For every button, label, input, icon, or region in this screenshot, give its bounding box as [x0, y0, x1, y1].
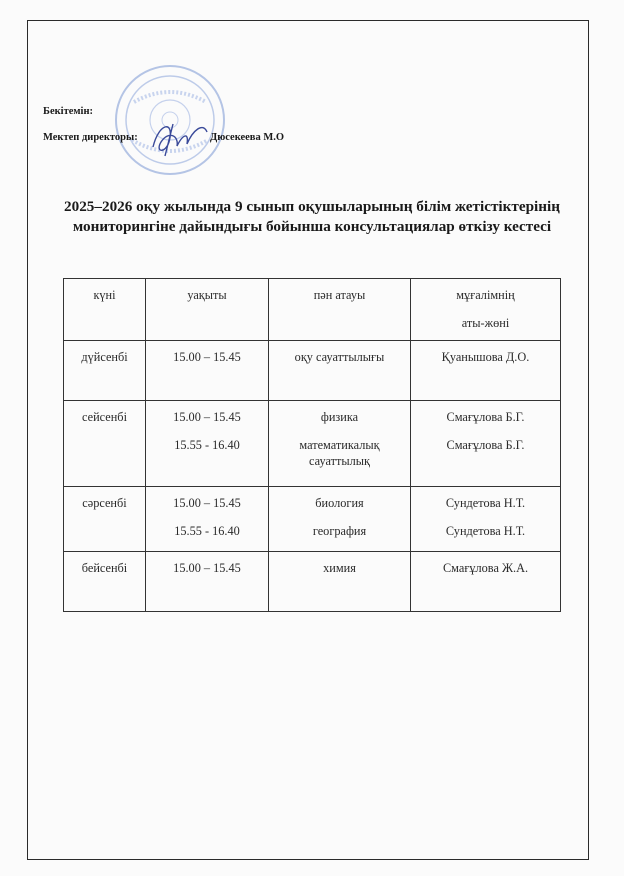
- header-subject: пән атауы: [269, 279, 411, 341]
- table-row: [64, 341, 561, 401]
- teacher-cell: [411, 401, 561, 487]
- table-row: [64, 552, 561, 612]
- subject-cell: оқу сауаттылығы: [269, 341, 411, 401]
- teacher-value: Сундетова Н.Т.: [445, 496, 526, 510]
- table-row: [64, 487, 561, 552]
- day-cell: сейсенбі: [64, 401, 146, 487]
- header-teacher-line2: аты-жөні: [461, 316, 510, 330]
- day-cell: сәрсенбі: [64, 487, 146, 552]
- director-name: Дюсекеева М.О: [210, 132, 285, 143]
- director-line: [43, 132, 285, 143]
- teacher-value: Сундетова Н.Т.: [445, 524, 526, 538]
- header-teacher: [411, 279, 561, 341]
- teacher-value: Смағұлова Б.Г.: [446, 438, 525, 452]
- time-cell: [146, 487, 269, 552]
- time-value: 15.55 - 16.40: [174, 438, 240, 452]
- header-day: күні: [64, 279, 146, 341]
- subject-cell: [269, 401, 411, 487]
- time-value: 15.00 – 15.45: [173, 496, 241, 510]
- teacher-cell: [411, 487, 561, 552]
- director-label: Мектеп директоры:: [43, 132, 138, 143]
- subject-value: биология: [315, 496, 364, 510]
- time-cell: 15.00 – 15.45: [146, 341, 269, 401]
- subject-value: физика: [320, 410, 359, 424]
- subject-value: география: [312, 524, 367, 538]
- teacher-cell: Қуанышова Д.О.: [411, 341, 561, 401]
- time-value: 15.00 – 15.45: [173, 410, 241, 424]
- approval-label: Бекітемін:: [43, 106, 94, 117]
- teacher-value: Смағұлова Б.Г.: [446, 410, 525, 424]
- table-header-row: [64, 279, 561, 341]
- subject-value: математикалық сауаттылық: [299, 438, 380, 468]
- subject-cell: [269, 487, 411, 552]
- document-title: 2025–2026 оқу жылында 9 сынып оқушыларының білім жетістіктерінің мониторингіне дайындығы бойынша консультациялар өткізу кестесі: [64, 198, 560, 235]
- time-cell: [146, 401, 269, 487]
- signature-icon: [145, 112, 215, 162]
- day-cell: дүйсенбі: [64, 341, 146, 401]
- header-teacher-line1: мұғалімнің: [456, 288, 515, 302]
- subject-cell: химия: [269, 552, 411, 612]
- day-cell: бейсенбі: [64, 552, 146, 612]
- header-time: уақыты: [146, 279, 269, 341]
- time-cell: 15.00 – 15.45: [146, 552, 269, 612]
- schedule-table: [63, 278, 561, 612]
- teacher-cell: Смағұлова Ж.А.: [411, 552, 561, 612]
- table-row: [64, 401, 561, 487]
- time-value: 15.55 - 16.40: [174, 524, 240, 538]
